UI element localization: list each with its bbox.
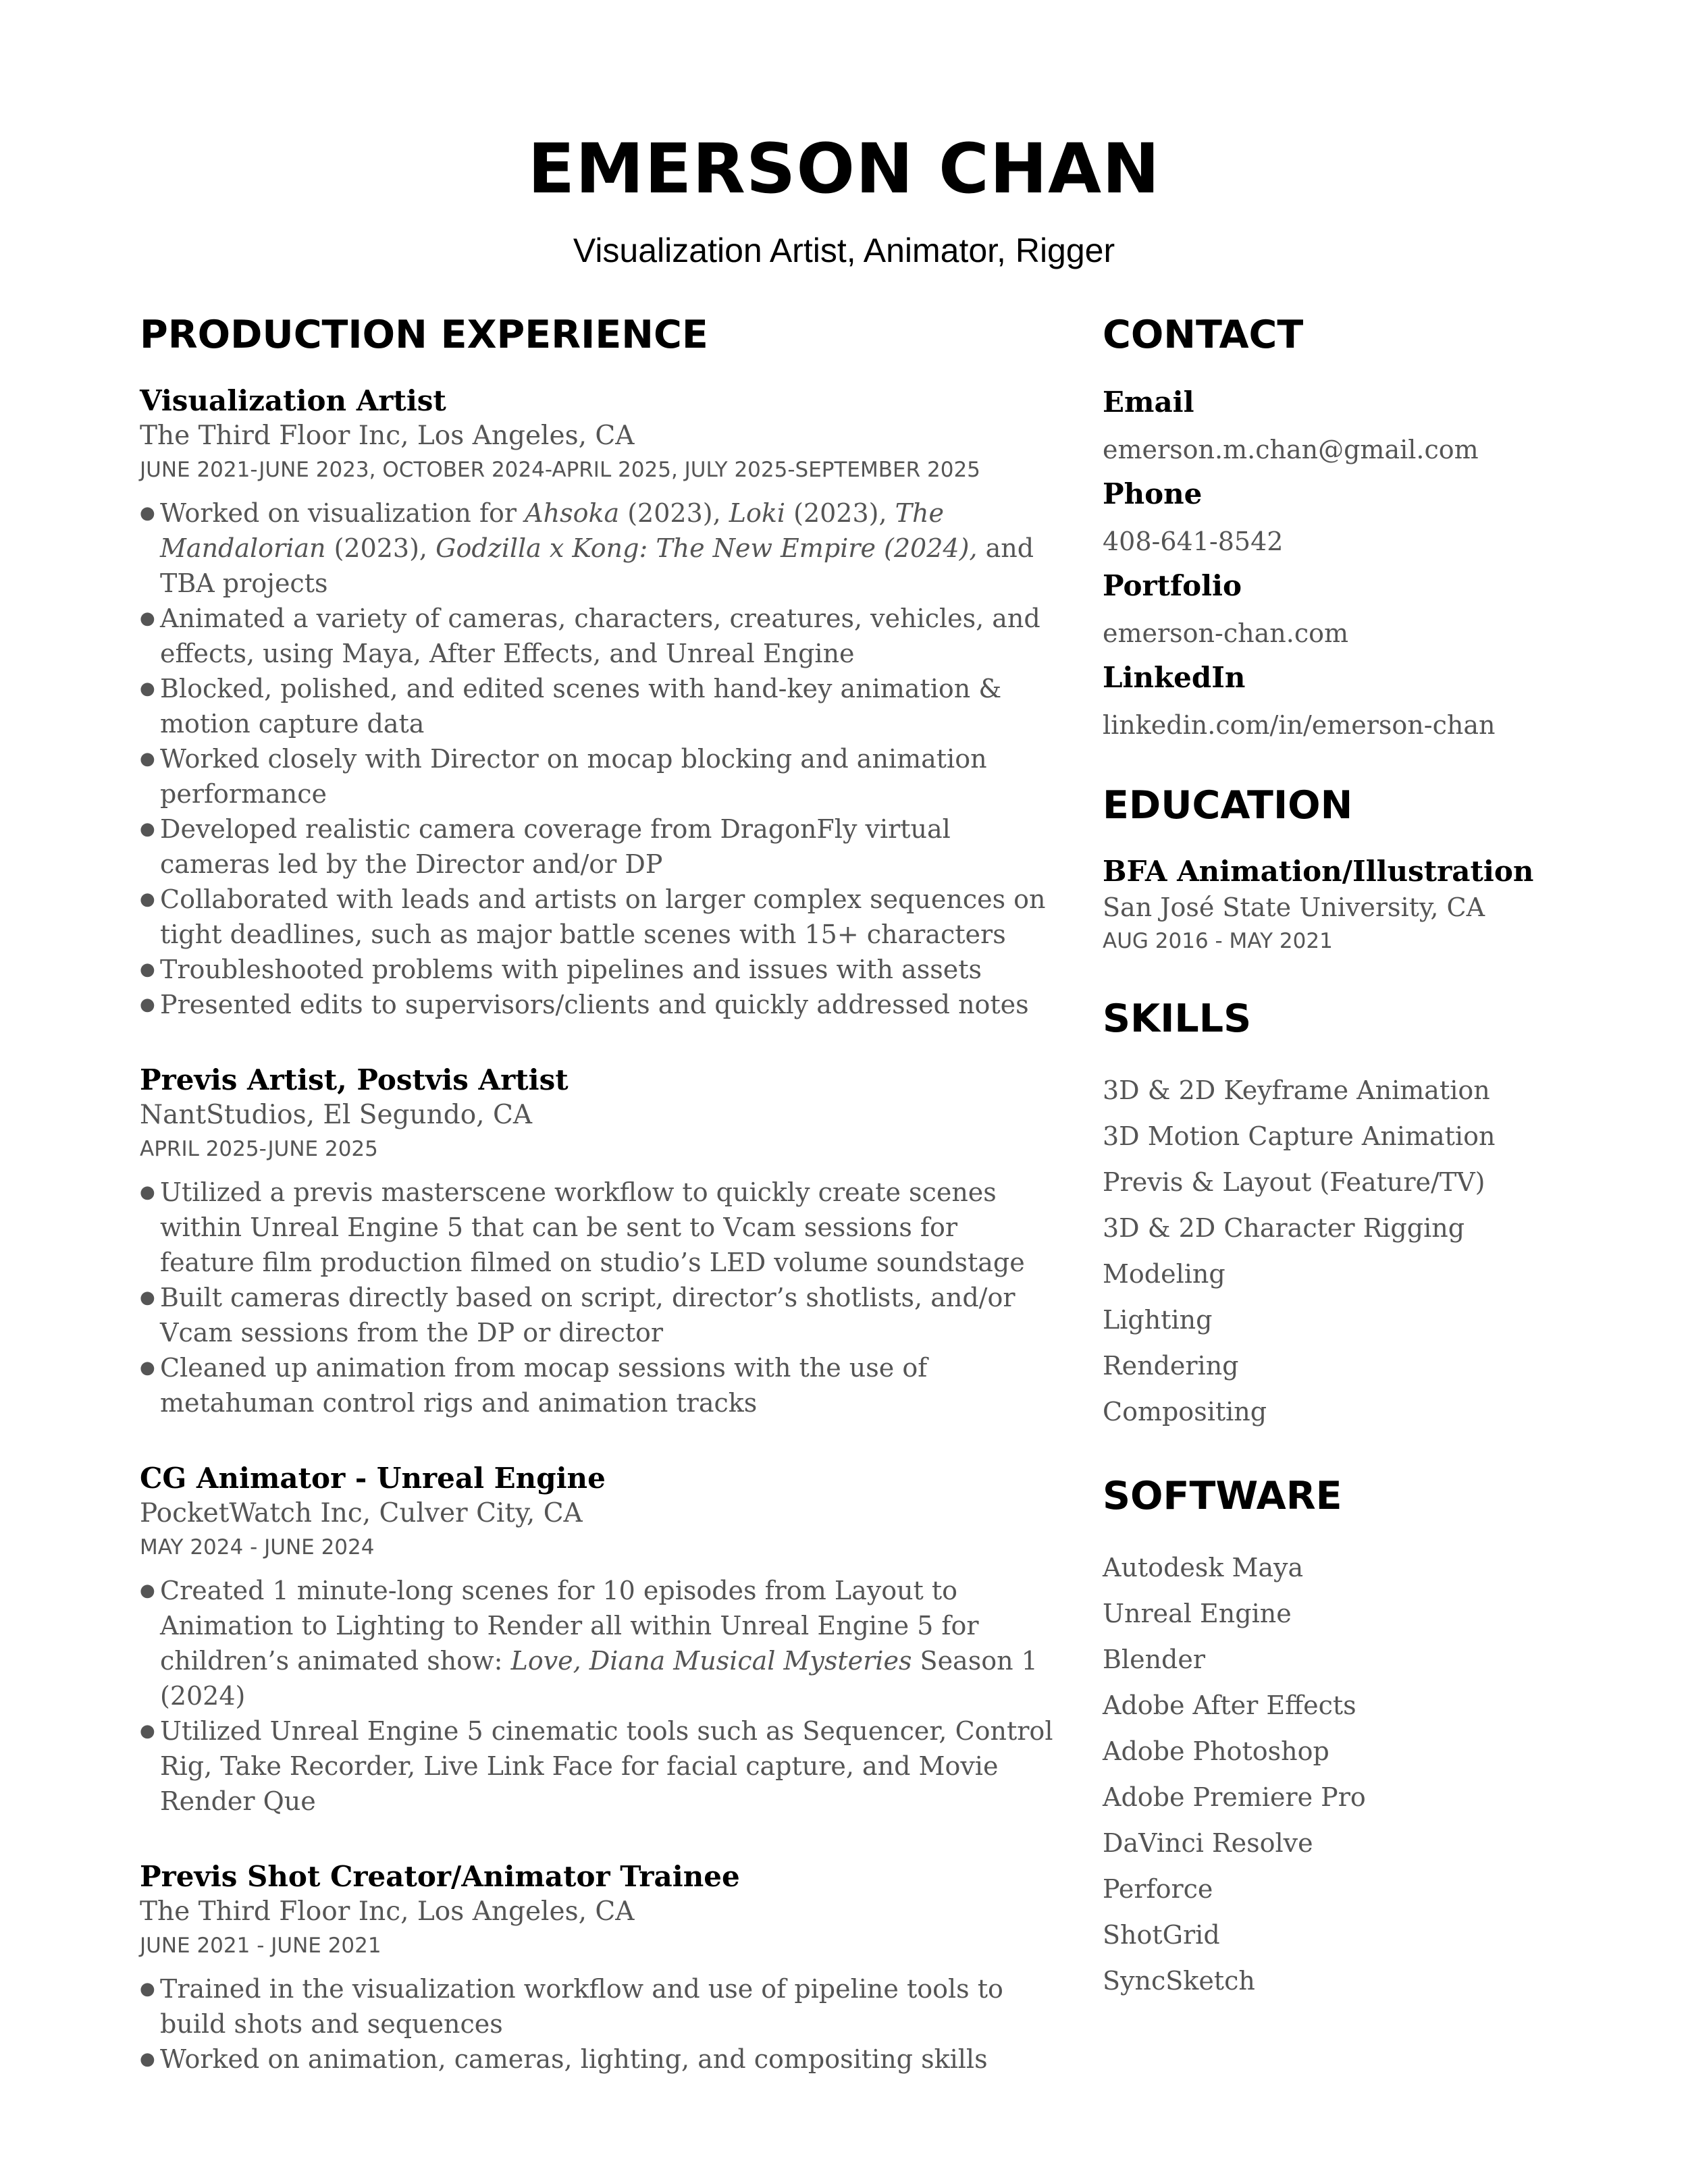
bullet-item: ● Collaborated with leads and artists on larger complex sequences on tight deadlines, such as major battle scenes with 15+ characters xyxy=(140,882,1058,952)
skill-item: Previs & Layout (Feature/TV) xyxy=(1103,1167,1485,1198)
software-item: Autodesk Maya xyxy=(1103,1552,1304,1582)
bullet-item xyxy=(140,1573,1058,1713)
job-bullets xyxy=(140,1175,1058,1420)
bullet-text: and TBA projects xyxy=(160,533,1034,598)
job-dates: APRIL 2025-JUNE 2025 xyxy=(140,1136,378,1161)
job-title: Previs Shot Creator/Animator Trainee xyxy=(140,1859,740,1893)
bullet-item: ● Utilized a previs masterscene workflow to quickly create scenes within Unreal Engine 5 that can be sent to Vcam sessions for feature film production filmed on studio’s LED volume soundstage xyxy=(140,1175,1058,1280)
bullet-text: Season 1 (2024) xyxy=(160,1645,1038,1711)
software-item: DaVinci Resolve xyxy=(1103,1828,1313,1858)
job-company: The Third Floor Inc, Los Angeles, CA xyxy=(140,1896,635,1927)
software-item: ShotGrid xyxy=(1103,1919,1220,1950)
bullet-item: ● Presented edits to supervisors/clients and quickly addressed notes xyxy=(140,987,1058,1022)
job-entry xyxy=(140,1063,1058,1420)
job-title: CG Animator - Unreal Engine xyxy=(140,1461,606,1495)
software-item: Unreal Engine xyxy=(1103,1598,1292,1628)
bullet-text: (2023), xyxy=(325,533,436,563)
bullet-italic: Godzilla x Kong: The New Empire (2024), xyxy=(436,533,978,563)
education-school: San José State University, CA xyxy=(1103,893,1485,923)
software-item: SyncSketch xyxy=(1103,1965,1255,1996)
bullet-text: Worked on visualization for xyxy=(160,498,525,528)
skill-item: 3D & 2D Keyframe Animation xyxy=(1103,1075,1490,1106)
job-dates: MAY 2024 - JUNE 2024 xyxy=(140,1535,375,1560)
bullet-text: (2023), xyxy=(619,498,729,528)
phone-label: Phone xyxy=(1103,477,1203,510)
skill-item: Lighting xyxy=(1103,1305,1213,1335)
portfolio-label: Portfolio xyxy=(1103,568,1242,602)
bullet-italic: Ahsoka xyxy=(525,498,620,528)
skill-item: 3D Motion Capture Animation xyxy=(1103,1121,1496,1152)
job-entry xyxy=(140,1859,1058,2077)
portfolio-link[interactable]: emerson-chan.com xyxy=(1103,618,1349,648)
skills-heading: SKILLS xyxy=(1103,996,1252,1042)
job-dates: JUNE 2021 - JUNE 2021 xyxy=(140,1933,381,1958)
job-bullets xyxy=(140,1573,1058,1819)
software-list xyxy=(1103,1545,1616,2004)
job-bullets xyxy=(140,1971,1058,2077)
contact-block xyxy=(1103,383,1616,744)
sidebar-column xyxy=(1103,314,1616,2044)
skill-item: Rendering xyxy=(1103,1351,1239,1381)
bullet-item: ● Developed realistic camera coverage from DragonFly virtual cameras led by the Director and/or DP xyxy=(140,811,1058,882)
software-item: Blender xyxy=(1103,1644,1206,1674)
bullet-item: ● Worked on animation, cameras, lighting, and compositing skills xyxy=(140,2042,1058,2077)
linkedin-link[interactable]: linkedin.com/in/emerson-chan xyxy=(1103,710,1496,740)
bullet-item: ● Troubleshooted problems with pipelines and issues with assets xyxy=(140,952,1058,987)
experience-heading: PRODUCTION EXPERIENCE xyxy=(140,313,708,357)
job-company: The Third Floor Inc, Los Angeles, CA xyxy=(140,420,635,451)
bullet-item xyxy=(140,496,1058,601)
bullet-item: ● Worked closely with Director on mocap blocking and animation performance xyxy=(140,741,1058,811)
job-title: Previs Artist, Postvis Artist xyxy=(140,1063,569,1096)
skills-list xyxy=(1103,1067,1616,1435)
job-entry xyxy=(140,383,1058,1022)
job-dates: JUNE 2021-JUNE 2023, OCTOBER 2024-APRIL 2025, JULY 2025-SEPTEMBER 2025 xyxy=(140,457,980,482)
bullet-item: ● Animated a variety of cameras, characters, creatures, vehicles, and effects, using Maya, After Effects, and Unreal Engine xyxy=(140,601,1058,671)
job-company: NantStudios, El Segundo, CA xyxy=(140,1099,532,1130)
software-item: Adobe After Effects xyxy=(1103,1690,1356,1720)
bullet-item: ● Cleaned up animation from mocap sessions with the use of metahuman control rigs and animation tracks xyxy=(140,1350,1058,1420)
experience-column xyxy=(140,314,1058,2117)
job-company: PocketWatch Inc, Culver City, CA xyxy=(140,1497,583,1528)
phone-value: 408-641-8542 xyxy=(1103,526,1284,556)
bullet-italic: Love, Diana Musical Mysteries xyxy=(510,1645,912,1676)
email-link[interactable]: emerson.m.chan@gmail.com xyxy=(1103,434,1479,464)
education-degree: BFA Animation/Illustration xyxy=(1103,855,1534,888)
bullet-italic: The Mandalorian xyxy=(160,498,944,563)
software-item: Adobe Photoshop xyxy=(1103,1736,1329,1766)
linkedin-label: LinkedIn xyxy=(1103,660,1246,694)
bullet-item: ● Built cameras directly based on script, director’s shotlists, and/or Vcam sessions from the DP or director xyxy=(140,1280,1058,1350)
bullet-item: ● Trained in the visualization workflow and use of pipeline tools to build shots and sequences xyxy=(140,1971,1058,2042)
bullet-italic: Loki xyxy=(729,498,786,528)
software-item: Perforce xyxy=(1103,1873,1213,1904)
job-title: Visualization Artist xyxy=(140,383,446,417)
contact-heading: CONTACT xyxy=(1103,313,1304,357)
education-dates: AUG 2016 - MAY 2021 xyxy=(1103,929,1333,954)
applicant-name: EMERSON CHAN xyxy=(527,129,1161,209)
software-item: Adobe Premiere Pro xyxy=(1103,1782,1366,1812)
applicant-role: Visualization Artist, Animator, Rigger xyxy=(573,232,1115,269)
email-label: Email xyxy=(1103,385,1194,419)
job-entry xyxy=(140,1461,1058,1819)
bullet-item: ● Utilized Unreal Engine 5 cinematic tools such as Sequencer, Control Rig, Take Recorder, Live Link Face for facial capture, and Movie Render Que xyxy=(140,1713,1058,1819)
bullet-item: ● Blocked, polished, and edited scenes with hand-key animation & motion capture data xyxy=(140,671,1058,741)
skill-item: Compositing xyxy=(1103,1397,1267,1427)
education-heading: EDUCATION xyxy=(1103,782,1353,828)
bullet-text: (2023), xyxy=(785,498,895,528)
job-bullets xyxy=(140,496,1058,1022)
skill-item: Modeling xyxy=(1103,1259,1225,1289)
skill-item: 3D & 2D Character Rigging xyxy=(1103,1213,1465,1244)
software-heading: SOFTWARE xyxy=(1103,1474,1342,1519)
bullet-text: Created 1 minute-long scenes for 10 episodes from Layout to Animation to Lighting to Render all within Unreal Engine 5 for children’s animated show: xyxy=(160,1575,979,1676)
